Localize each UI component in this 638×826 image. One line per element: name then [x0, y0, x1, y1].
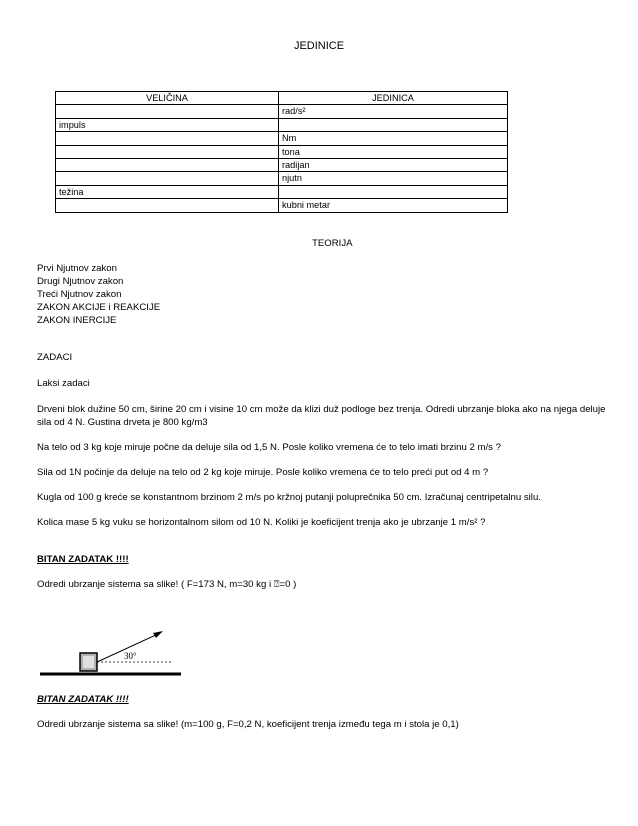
- cell-unit: [279, 185, 508, 198]
- problem-text: Kugla od 100 g kreće se konstantnom brzinom 2 m/s po kržnoj putanji poluprečnika 50 cm. Izračunaj centripetalnu silu.: [37, 492, 541, 503]
- header-unit: JEDINICA: [279, 92, 508, 105]
- angle-label: 30°: [124, 651, 137, 661]
- cell-quantity: [56, 132, 279, 145]
- theory-item: Treći Njutnov zakon: [37, 289, 122, 300]
- table-row: [56, 185, 508, 198]
- cell-quantity: težina: [56, 185, 279, 198]
- cell-unit: kubni metar: [279, 199, 508, 212]
- table-row: [56, 132, 508, 145]
- force-arrowhead: [153, 631, 163, 638]
- important-text-1: Odredi ubrzanje sistema sa slike! ( F=173 N, m=30 kg i ⍰=0 ): [37, 579, 297, 590]
- problem-text: Kolica mase 5 kg vuku se horizontalnom silom od 10 N. Koliki je koeficijent trenja ako je ubrzanje 1 m/s² ?: [37, 517, 486, 528]
- theory-item: Prvi Njutnov zakon: [37, 263, 117, 274]
- cell-quantity: [56, 105, 279, 118]
- cell-unit: tona: [279, 145, 508, 158]
- table-row: [56, 159, 508, 172]
- cell-quantity: [56, 159, 279, 172]
- cell-quantity: [56, 145, 279, 158]
- problem-text: Sila od 1N počinje da deluje na telo od 2 kg koje miruje. Posle koliko vremena će to telo preći put od 4 m ?: [37, 467, 489, 478]
- theory-item: Drugi Njutnov zakon: [37, 276, 124, 287]
- units-table: [55, 91, 508, 213]
- table-row: [56, 145, 508, 158]
- important-heading-1: BITAN ZADATAK !!!!: [37, 554, 129, 565]
- important-heading-2: BITAN ZADATAK !!!!: [37, 694, 129, 705]
- important-text-2: Odredi ubrzanje sistema sa slike! (m=100 g, F=0,2 N, koeficijent trenja između tega m i stola je 0,1): [37, 719, 459, 730]
- problem-text: Na telo od 3 kg koje miruje počne da deluje sila od 1,5 N. Posle koliko vremena će to telo imati brzinu 2 m/s ?: [37, 442, 501, 453]
- block-face: [83, 656, 94, 668]
- theory-item: ZAKON AKCIJE i REAKCIJE: [37, 302, 161, 313]
- table-row: [56, 199, 508, 212]
- cell-unit: rad/s²: [279, 105, 508, 118]
- table-row: [56, 172, 508, 185]
- tasks-heading: ZADACI: [37, 352, 73, 363]
- problem-text: Drveni blok dužine 50 cm, širine 20 cm i visine 10 cm može da klizi duž podloge bez trenja. Odredi ubrzanje bloka ako na njega deluje sila od 4 N. Gustina drveta je 800 kg/m3: [37, 404, 606, 428]
- cell-quantity: [56, 199, 279, 212]
- table-row: [56, 105, 508, 118]
- cell-unit: radijan: [279, 159, 508, 172]
- page-title: JEDINICE: [293, 40, 345, 52]
- cell-quantity: impuls: [56, 118, 279, 131]
- cell-unit: Nm: [279, 132, 508, 145]
- cell-unit: njutn: [279, 172, 508, 185]
- table-row: [56, 118, 508, 131]
- tasks-subheading: Laksi zadaci: [37, 378, 90, 389]
- header-quantity: VELIČINA: [56, 92, 279, 105]
- theory-heading: TEORIJA: [312, 238, 353, 249]
- table-header-row: [56, 92, 508, 105]
- cell-unit: [279, 118, 508, 131]
- theory-item: ZAKON INERCIJE: [37, 315, 117, 326]
- cell-quantity: [56, 172, 279, 185]
- inclined-force-figure: [40, 628, 190, 680]
